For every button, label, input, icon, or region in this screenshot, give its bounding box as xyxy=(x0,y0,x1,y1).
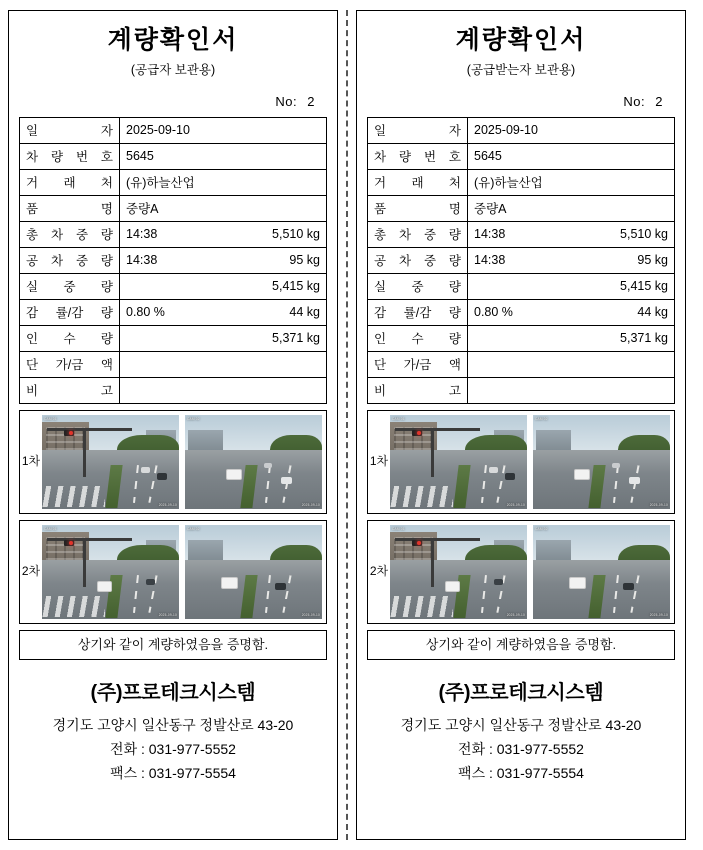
document-number-label: No: xyxy=(623,93,646,109)
row-label: 거 래 처 xyxy=(20,169,120,195)
row-value-right: 95 kg xyxy=(289,253,320,267)
camera-photo xyxy=(42,525,179,619)
measurement-table xyxy=(19,117,327,404)
row-label: 일 자 xyxy=(20,117,120,143)
row-label: 감 률/감 량 xyxy=(20,299,120,325)
row-value xyxy=(468,117,675,143)
table-row xyxy=(368,273,675,299)
table-row xyxy=(20,377,327,403)
table-row xyxy=(20,195,327,221)
camera-photo xyxy=(185,415,322,509)
photo-pair xyxy=(390,521,674,623)
row-value-right: 44 kg xyxy=(637,305,668,319)
row-value-left: 0.80 % xyxy=(126,305,165,319)
row-value-left: 2025-09-10 xyxy=(126,123,190,137)
table-row xyxy=(20,169,327,195)
row-value xyxy=(468,299,675,325)
table-row xyxy=(368,351,675,377)
row-label: 인 수 량 xyxy=(20,325,120,351)
document-number-value: 2 xyxy=(655,93,663,109)
row-value xyxy=(468,273,675,299)
row-value-right: 5,371 kg xyxy=(620,331,668,345)
row-value-left: 5645 xyxy=(474,149,502,163)
row-value-left: 5645 xyxy=(126,149,154,163)
row-value-right: 95 kg xyxy=(637,253,668,267)
footer-block xyxy=(9,660,337,783)
camera-photo xyxy=(390,415,527,509)
certificate-slip-supplier xyxy=(8,10,338,840)
row-value xyxy=(468,221,675,247)
camera-photo xyxy=(42,415,179,509)
photo-group xyxy=(19,520,327,624)
row-value-left: 2025-09-10 xyxy=(474,123,538,137)
row-value xyxy=(468,377,675,403)
table-row xyxy=(368,143,675,169)
photo-pair xyxy=(42,411,326,513)
row-value xyxy=(120,195,327,221)
row-value-left: 14:38 xyxy=(126,227,158,241)
camera-photo xyxy=(533,415,670,509)
row-value xyxy=(468,195,675,221)
row-value-right: 5,510 kg xyxy=(272,227,320,241)
row-value-right: 5,415 kg xyxy=(272,279,320,293)
photo-stamp: CAM 01 xyxy=(392,416,405,421)
row-value xyxy=(120,325,327,351)
row-value xyxy=(120,247,327,273)
title-block xyxy=(9,11,337,78)
row-value xyxy=(468,247,675,273)
row-label: 비 고 xyxy=(20,377,120,403)
row-value xyxy=(120,143,327,169)
row-label: 차 량 번 호 xyxy=(20,143,120,169)
row-value xyxy=(120,169,327,195)
row-value-right: 44 kg xyxy=(289,305,320,319)
photo-stamp: 2025-09-10 xyxy=(506,612,525,617)
table-row xyxy=(20,273,327,299)
row-value-left: (유)하늘산업 xyxy=(474,176,543,190)
row-label: 실 중 량 xyxy=(368,273,468,299)
photo-group xyxy=(19,410,327,514)
row-value xyxy=(120,273,327,299)
row-value-left: 14:38 xyxy=(474,253,506,267)
row-value-left: 중량A xyxy=(474,202,507,216)
document-number xyxy=(357,78,685,117)
page-subtitle: (공급자 보관용) xyxy=(130,62,216,77)
row-label: 거 래 처 xyxy=(368,169,468,195)
camera-photo xyxy=(533,525,670,619)
photo-stamp: 2025-09-10 xyxy=(506,502,525,507)
row-value xyxy=(120,351,327,377)
table-row xyxy=(368,299,675,325)
table-row xyxy=(20,325,327,351)
row-value-left: 14:38 xyxy=(474,227,506,241)
table-row xyxy=(368,325,675,351)
row-value xyxy=(468,143,675,169)
row-value-left: (유)하늘산업 xyxy=(126,176,195,190)
row-value xyxy=(120,299,327,325)
row-value-right: 5,371 kg xyxy=(272,331,320,345)
row-value xyxy=(120,221,327,247)
photo-stamp: 2025-09-10 xyxy=(649,502,668,507)
title-block xyxy=(357,11,685,78)
photo-stamp: 2025-09-10 xyxy=(158,502,177,507)
table-row xyxy=(20,221,327,247)
table-row xyxy=(368,377,675,403)
camera-photo xyxy=(390,525,527,619)
photo-group xyxy=(367,410,675,514)
company-address: 경기도 고양시 일산동구 정발산로 43-20 xyxy=(52,716,294,733)
table-row xyxy=(20,299,327,325)
row-value xyxy=(120,117,327,143)
table-row xyxy=(20,143,327,169)
company-fax: 팩스 : 031-977-5554 xyxy=(458,764,584,781)
photo-stamp: 2025-09-10 xyxy=(301,502,320,507)
photo-stamp: CAM 01 xyxy=(392,526,405,531)
row-value-right: 5,415 kg xyxy=(620,279,668,293)
row-value xyxy=(468,351,675,377)
table-row xyxy=(20,351,327,377)
certify-statement: 상기와 같이 계량하였음을 증명함. xyxy=(19,630,327,660)
photo-group-label: 2차 xyxy=(369,563,389,578)
table-row xyxy=(20,247,327,273)
company-tel: 전화 : 031-977-5552 xyxy=(458,740,584,757)
photo-stamp: CAM 02 xyxy=(535,526,548,531)
document-number-value: 2 xyxy=(307,93,315,109)
photo-stamp: CAM 02 xyxy=(535,416,548,421)
measurement-table xyxy=(367,117,675,404)
page-title: 계량확인서 xyxy=(107,26,239,54)
row-label: 차 량 번 호 xyxy=(368,143,468,169)
photo-group xyxy=(367,520,675,624)
page-subtitle: (공급받는자 보관용) xyxy=(466,62,576,77)
row-value xyxy=(120,377,327,403)
photo-stamp: 2025-09-10 xyxy=(649,612,668,617)
photo-stamp: CAM 02 xyxy=(187,416,200,421)
row-label: 일 자 xyxy=(368,117,468,143)
table-row xyxy=(368,247,675,273)
table-row xyxy=(368,117,675,143)
document-number-label: No: xyxy=(275,93,298,109)
photo-stamp: CAM 02 xyxy=(187,526,200,531)
row-label: 감 률/감 량 xyxy=(368,299,468,325)
row-label: 비 고 xyxy=(368,377,468,403)
photo-stamp: 2025-09-10 xyxy=(158,612,177,617)
photo-stamp: CAM 01 xyxy=(44,526,57,531)
row-label: 인 수 량 xyxy=(368,325,468,351)
photo-stamp: CAM 01 xyxy=(44,416,57,421)
photo-group-label: 1차 xyxy=(21,453,41,468)
row-value-left: 14:38 xyxy=(126,253,158,267)
row-label: 단 가/금 액 xyxy=(20,351,120,377)
row-value xyxy=(468,325,675,351)
page-title: 계량확인서 xyxy=(455,26,587,54)
row-label: 품 명 xyxy=(20,195,120,221)
row-label: 품 명 xyxy=(368,195,468,221)
table-row xyxy=(368,169,675,195)
table-row xyxy=(20,117,327,143)
certify-statement: 상기와 같이 계량하였음을 증명함. xyxy=(367,630,675,660)
photo-group-label: 1차 xyxy=(369,453,389,468)
camera-photo xyxy=(185,525,322,619)
document-number xyxy=(9,78,337,117)
photo-pair xyxy=(390,411,674,513)
row-label: 실 중 량 xyxy=(20,273,120,299)
certificate-slip-recipient xyxy=(356,10,686,840)
row-label: 공 차 중 량 xyxy=(368,247,468,273)
row-value xyxy=(468,169,675,195)
photo-group-label: 2차 xyxy=(21,563,41,578)
row-value-right: 5,510 kg xyxy=(620,227,668,241)
table-row xyxy=(368,221,675,247)
row-label: 단 가/금 액 xyxy=(368,351,468,377)
company-name: (주)프로테크시스템 xyxy=(438,681,604,704)
company-name: (주)프로테크시스템 xyxy=(90,681,256,704)
row-label: 총 차 중 량 xyxy=(20,221,120,247)
footer-block xyxy=(357,660,685,783)
row-value-left: 0.80 % xyxy=(474,305,513,319)
table-row xyxy=(368,195,675,221)
photo-pair xyxy=(42,521,326,623)
company-tel: 전화 : 031-977-5552 xyxy=(110,740,236,757)
row-value-left: 중량A xyxy=(126,202,159,216)
row-label: 공 차 중 량 xyxy=(20,247,120,273)
cut-line-divider xyxy=(346,10,348,840)
company-fax: 팩스 : 031-977-5554 xyxy=(110,764,236,781)
photo-stamp: 2025-09-10 xyxy=(301,612,320,617)
row-label: 총 차 중 량 xyxy=(368,221,468,247)
company-address: 경기도 고양시 일산동구 정발산로 43-20 xyxy=(400,716,642,733)
